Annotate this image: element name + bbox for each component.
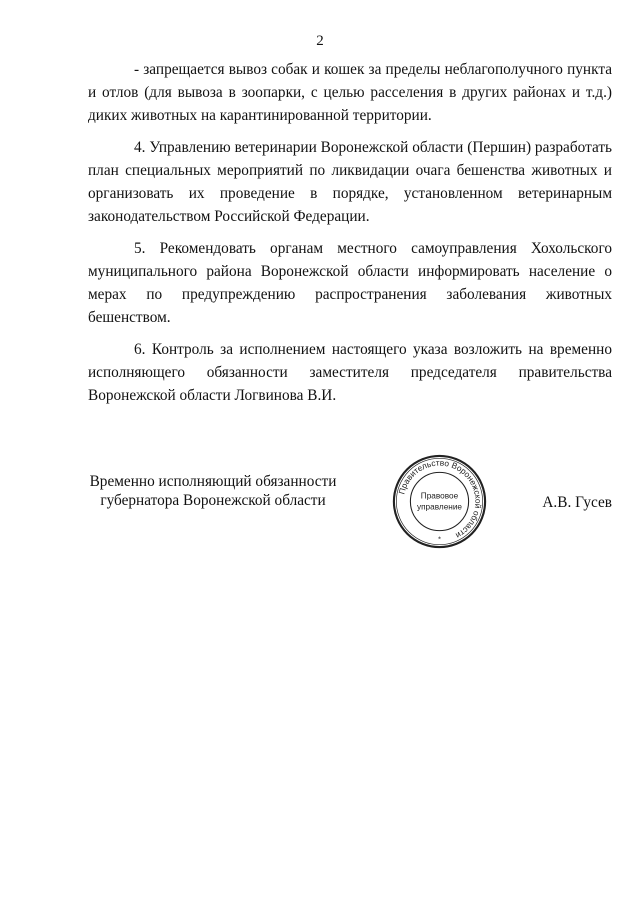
paragraph-item-6: 6. Контроль за исполнением настоящего указа возложить на временно исполняющего обязанности заместителя председателя правительства Воронежской области Логвинова В.И. <box>88 341 612 404</box>
signatory-title-line2: губернатора Воронежской области <box>100 492 326 509</box>
paragraph-item-5: 5. Рекомендовать органам местного самоуправления Хохольского муниципального района Воронежской области информировать население о мерах по предупреждению распространения заболевания животных бешенством. <box>88 240 612 326</box>
signatory-title <box>88 472 338 510</box>
official-stamp <box>391 453 488 550</box>
page-number: 2 <box>316 33 324 49</box>
stamp-center-line2: управление <box>416 502 463 512</box>
stamp-center-line1: Правовое <box>420 491 459 501</box>
signature-block <box>88 457 612 552</box>
signatory-title-line1: Временно исполняющий обязанности <box>89 473 337 490</box>
document-body <box>88 58 612 407</box>
stamp-star: * <box>437 534 442 544</box>
stamp-ring-text: Правительство Воронежской области <box>396 457 484 541</box>
paragraph-export-ban: - запрещается вывоз собак и кошек за пределы неблагополучного пункта и отлов (для вывоза в зоопарки, с целью расселения в других районах и т.д.) диких животных на карантинированной территории. <box>88 61 612 124</box>
signatory-name: А.В. Гусев <box>542 494 612 511</box>
paragraph-item-4: 4. Управлению ветеринарии Воронежской области (Першин) разработать план специальных мероприятий по ликвидации очага бешенства животных и организовать их проведение в порядке, установленном ветеринарным законодательством Российской Федерации. <box>88 139 612 225</box>
